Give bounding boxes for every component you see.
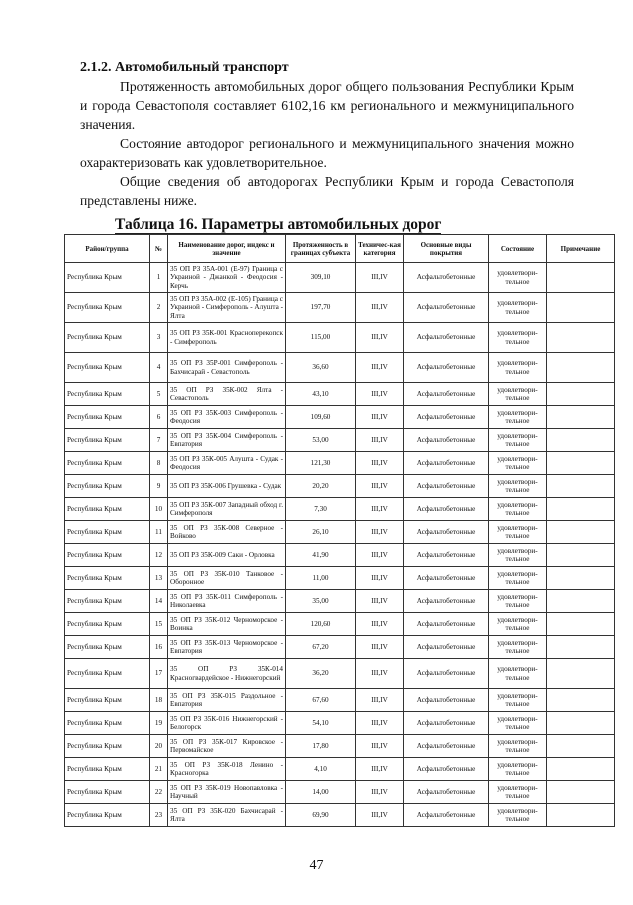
cell-note (547, 590, 615, 613)
cell-note (547, 689, 615, 712)
header-road-name: Наименование дорог, индекс и значение (168, 235, 286, 263)
table-row (65, 353, 615, 383)
cell-region: Республика Крым (65, 498, 150, 521)
cell-length: 26,10 (286, 521, 356, 544)
cell-region: Республика Крым (65, 263, 150, 293)
table-row (65, 429, 615, 452)
cell-region: Республика Крым (65, 636, 150, 659)
table-row (65, 521, 615, 544)
cell-region: Республика Крым (65, 613, 150, 636)
cell-note (547, 406, 615, 429)
cell-coverage: Асфальтобетонные (404, 293, 489, 323)
cell-road-name: 35 ОП РЗ 35К-015 Раздольное - Евпатория (168, 689, 286, 712)
header-state: Состояние (489, 235, 547, 263)
cell-category: III,IV (356, 383, 404, 406)
cell-state: удовлетвори-тельное (489, 383, 547, 406)
cell-category: III,IV (356, 498, 404, 521)
cell-coverage: Асфальтобетонные (404, 758, 489, 781)
table-row (65, 712, 615, 735)
cell-number: 23 (150, 804, 168, 827)
cell-region: Республика Крым (65, 712, 150, 735)
cell-state: удовлетвори-тельное (489, 323, 547, 353)
cell-coverage: Асфальтобетонные (404, 659, 489, 689)
cell-road-name: 35 ОП РЗ 35К-019 Новопавловка - Научный (168, 781, 286, 804)
cell-length: 20,20 (286, 475, 356, 498)
cell-number: 3 (150, 323, 168, 353)
cell-region: Республика Крым (65, 567, 150, 590)
table-row (65, 804, 615, 827)
cell-region: Республика Крым (65, 353, 150, 383)
cell-length: 53,00 (286, 429, 356, 452)
cell-state: удовлетвори-тельное (489, 293, 547, 323)
cell-road-name: 35 ОП РЗ 35К-011 Симферополь - Николаевка (168, 590, 286, 613)
cell-coverage: Асфальтобетонные (404, 498, 489, 521)
cell-coverage: Асфальтобетонные (404, 429, 489, 452)
cell-note (547, 498, 615, 521)
cell-category: III,IV (356, 452, 404, 475)
cell-length: 54,10 (286, 712, 356, 735)
cell-road-name: 35 ОП РЗ 35К-012 Черноморское - Воинка (168, 613, 286, 636)
table-row (65, 781, 615, 804)
header-number: № (150, 235, 168, 263)
cell-note (547, 712, 615, 735)
cell-coverage: Асфальтобетонные (404, 735, 489, 758)
cell-note (547, 735, 615, 758)
table-row (65, 735, 615, 758)
cell-road-name: 35 ОП РЗ 35А-002 (Е-105) Граница с Украиной - Симферополь - Алушта - Ялта (168, 293, 286, 323)
cell-road-name: 35 ОП РЗ 35К-017 Кировское - Первомайское (168, 735, 286, 758)
cell-category: III,IV (356, 323, 404, 353)
header-length: Протяженность в границах субъекта (286, 235, 356, 263)
table-row (65, 758, 615, 781)
cell-road-name: 35 ОП РЗ 35К-014 Красногвардейское - Нижнегорский (168, 659, 286, 689)
cell-number: 13 (150, 567, 168, 590)
cell-length: 309,10 (286, 263, 356, 293)
cell-state: удовлетвори-тельное (489, 735, 547, 758)
cell-region: Республика Крым (65, 475, 150, 498)
cell-road-name: 35 ОП РЗ 35К-003 Симферополь - Феодосия (168, 406, 286, 429)
page-number: 47 (309, 858, 324, 873)
cell-region: Республика Крым (65, 323, 150, 353)
cell-state: удовлетвори-тельное (489, 659, 547, 689)
cell-road-name: 35 ОП РЗ 35К-020 Бахчисарай - Ялта (168, 804, 286, 827)
cell-number: 6 (150, 406, 168, 429)
cell-length: 197,70 (286, 293, 356, 323)
table-row (65, 590, 615, 613)
cell-note (547, 452, 615, 475)
cell-region: Республика Крым (65, 781, 150, 804)
cell-length: 41,90 (286, 544, 356, 567)
cell-length: 11,00 (286, 567, 356, 590)
cell-number: 4 (150, 353, 168, 383)
cell-note (547, 429, 615, 452)
cell-road-name: 35 ОП РЗ 35А-001 (Е-97) Граница с Украиной - Джанкой - Феодосия - Керчь (168, 263, 286, 293)
table-row (65, 452, 615, 475)
cell-number: 7 (150, 429, 168, 452)
cell-coverage: Асфальтобетонные (404, 383, 489, 406)
cell-number: 17 (150, 659, 168, 689)
table-row (65, 293, 615, 323)
cell-coverage: Асфальтобетонные (404, 406, 489, 429)
cell-length: 109,60 (286, 406, 356, 429)
table-body (65, 263, 615, 827)
cell-region: Республика Крым (65, 735, 150, 758)
cell-length: 67,60 (286, 689, 356, 712)
table-row (65, 544, 615, 567)
cell-coverage: Асфальтобетонные (404, 323, 489, 353)
cell-road-name: 35 ОП РЗ 35К-016 Нижнегорский - Белогорск (168, 712, 286, 735)
cell-length: 69,90 (286, 804, 356, 827)
cell-category: III,IV (356, 636, 404, 659)
cell-region: Республика Крым (65, 659, 150, 689)
cell-note (547, 636, 615, 659)
cell-region: Республика Крым (65, 452, 150, 475)
cell-coverage: Асфальтобетонные (404, 353, 489, 383)
cell-number: 14 (150, 590, 168, 613)
cell-note (547, 804, 615, 827)
cell-coverage: Асфальтобетонные (404, 452, 489, 475)
cell-coverage: Асфальтобетонные (404, 475, 489, 498)
table-caption: Таблица 16. Параметры автомобильных дорог (115, 216, 442, 233)
cell-note (547, 613, 615, 636)
cell-region: Республика Крым (65, 429, 150, 452)
cell-note (547, 544, 615, 567)
cell-state: удовлетвори-тельное (489, 521, 547, 544)
cell-coverage: Асфальтобетонные (404, 781, 489, 804)
cell-length: 35,00 (286, 590, 356, 613)
cell-state: удовлетвори-тельное (489, 475, 547, 498)
cell-state: удовлетвори-тельное (489, 544, 547, 567)
cell-road-name: 35 ОП РЗ 35К-013 Черноморское - Евпатория (168, 636, 286, 659)
paragraph-road-condition: Состояние автодорог регионального и межмуниципального значения можно охарактеризовать как удовлетворительное. (80, 136, 574, 170)
cell-note (547, 293, 615, 323)
header-note: Примечание (547, 235, 615, 263)
table-row (65, 323, 615, 353)
cell-length: 115,00 (286, 323, 356, 353)
cell-length: 4,10 (286, 758, 356, 781)
cell-state: удовлетвори-тельное (489, 590, 547, 613)
paragraph-road-length: Протяженность автомобильных дорог общего пользования Республики Крым и города Севастополя составляет 6102,16 км регионального и межмуниципального значения. (80, 79, 574, 132)
cell-length: 120,60 (286, 613, 356, 636)
cell-length: 7,30 (286, 498, 356, 521)
cell-category: III,IV (356, 567, 404, 590)
cell-category: III,IV (356, 712, 404, 735)
header-coverage: Основные виды покрытия (404, 235, 489, 263)
cell-note (547, 567, 615, 590)
cell-category: III,IV (356, 758, 404, 781)
cell-number: 2 (150, 293, 168, 323)
cell-category: III,IV (356, 544, 404, 567)
table-row (65, 383, 615, 406)
cell-road-name: 35 ОП РЗ 35К-009 Саки - Орловка (168, 544, 286, 567)
cell-state: удовлетвори-тельное (489, 712, 547, 735)
cell-number: 22 (150, 781, 168, 804)
cell-road-name: 35 ОП РЗ 35К-002 Ялта - Севастополь (168, 383, 286, 406)
cell-road-name: 35 ОП РЗ 35К-010 Танковое - Оборонное (168, 567, 286, 590)
cell-road-name: 35 ОП РЗ 35К-004 Симферополь - Евпатория (168, 429, 286, 452)
cell-length: 121,30 (286, 452, 356, 475)
cell-category: III,IV (356, 406, 404, 429)
table-row (65, 613, 615, 636)
cell-category: III,IV (356, 263, 404, 293)
cell-state: удовлетвори-тельное (489, 758, 547, 781)
cell-number: 8 (150, 452, 168, 475)
paragraph-general-info: Общие сведения об автодорогах Республики Крым и города Севастополя представлены ниже. (80, 174, 574, 208)
cell-note (547, 353, 615, 383)
cell-number: 11 (150, 521, 168, 544)
cell-road-name: 35 ОП РЗ 35К-018 Ленино - Красногорка (168, 758, 286, 781)
cell-note (547, 475, 615, 498)
cell-number: 12 (150, 544, 168, 567)
cell-state: удовлетвори-тельное (489, 804, 547, 827)
cell-road-name: 35 ОП РЗ 35К-001 Красноперекопск - Симферополь (168, 323, 286, 353)
table-row (65, 659, 615, 689)
cell-road-name: 35 ОП РЗ 35К-005 Алушта - Судак - Феодосия (168, 452, 286, 475)
cell-state: удовлетвори-тельное (489, 567, 547, 590)
table-row (65, 689, 615, 712)
cell-category: III,IV (356, 613, 404, 636)
cell-road-name: 35 ОП РЗ 35К-007 Западный обход г. Симферополя (168, 498, 286, 521)
cell-length: 36,60 (286, 353, 356, 383)
table-row (65, 567, 615, 590)
cell-coverage: Асфальтобетонные (404, 521, 489, 544)
header-category: Техничес-кая категория (356, 235, 404, 263)
cell-number: 18 (150, 689, 168, 712)
cell-number: 20 (150, 735, 168, 758)
cell-state: удовлетвори-тельное (489, 429, 547, 452)
cell-number: 19 (150, 712, 168, 735)
cell-state: удовлетвори-тельное (489, 689, 547, 712)
cell-note (547, 521, 615, 544)
cell-region: Республика Крым (65, 758, 150, 781)
cell-coverage: Асфальтобетонные (404, 712, 489, 735)
cell-length: 36,20 (286, 659, 356, 689)
cell-note (547, 758, 615, 781)
cell-state: удовлетвори-тельное (489, 498, 547, 521)
cell-state: удовлетвори-тельное (489, 353, 547, 383)
cell-category: III,IV (356, 781, 404, 804)
cell-category: III,IV (356, 475, 404, 498)
cell-coverage: Асфальтобетонные (404, 613, 489, 636)
cell-coverage: Асфальтобетонные (404, 590, 489, 613)
cell-state: удовлетвори-тельное (489, 406, 547, 429)
cell-road-name: 35 ОП РЗ 35К-006 Грушевка - Судак (168, 475, 286, 498)
cell-region: Республика Крым (65, 521, 150, 544)
cell-note (547, 263, 615, 293)
cell-category: III,IV (356, 429, 404, 452)
cell-coverage: Асфальтобетонные (404, 263, 489, 293)
cell-region: Республика Крым (65, 590, 150, 613)
cell-state: удовлетвори-тельное (489, 613, 547, 636)
header-region: Район/группа (65, 235, 150, 263)
cell-number: 16 (150, 636, 168, 659)
table-row (65, 475, 615, 498)
cell-coverage: Асфальтобетонные (404, 804, 489, 827)
cell-number: 15 (150, 613, 168, 636)
table-row (65, 406, 615, 429)
cell-category: III,IV (356, 659, 404, 689)
cell-coverage: Асфальтобетонные (404, 689, 489, 712)
cell-length: 17,80 (286, 735, 356, 758)
cell-region: Республика Крым (65, 804, 150, 827)
road-parameters-table (64, 234, 615, 827)
cell-note (547, 323, 615, 353)
cell-region: Республика Крым (65, 406, 150, 429)
cell-note (547, 383, 615, 406)
cell-coverage: Асфальтобетонные (404, 636, 489, 659)
cell-category: III,IV (356, 804, 404, 827)
cell-state: удовлетвори-тельное (489, 781, 547, 804)
cell-number: 21 (150, 758, 168, 781)
cell-number: 10 (150, 498, 168, 521)
cell-category: III,IV (356, 353, 404, 383)
cell-road-name: 35 ОП РЗ 35К-008 Северное - Войково (168, 521, 286, 544)
cell-category: III,IV (356, 293, 404, 323)
cell-note (547, 659, 615, 689)
cell-category: III,IV (356, 521, 404, 544)
cell-length: 14,00 (286, 781, 356, 804)
cell-length: 43,10 (286, 383, 356, 406)
cell-region: Республика Крым (65, 383, 150, 406)
cell-region: Республика Крым (65, 544, 150, 567)
cell-coverage: Асфальтобетонные (404, 567, 489, 590)
cell-category: III,IV (356, 590, 404, 613)
cell-region: Республика Крым (65, 293, 150, 323)
table-row (65, 636, 615, 659)
cell-state: удовлетвори-тельное (489, 636, 547, 659)
section-heading: 2.1.2. Автомобильный транспорт (80, 60, 289, 75)
cell-number: 1 (150, 263, 168, 293)
cell-state: удовлетвори-тельное (489, 263, 547, 293)
cell-state: удовлетвори-тельное (489, 452, 547, 475)
cell-number: 5 (150, 383, 168, 406)
table-row (65, 263, 615, 293)
cell-category: III,IV (356, 735, 404, 758)
table-header-row (65, 235, 615, 263)
cell-coverage: Асфальтобетонные (404, 544, 489, 567)
cell-number: 9 (150, 475, 168, 498)
cell-road-name: 35 ОП РЗ 35Р-001 Симферополь - Бахчисарай - Севастополь (168, 353, 286, 383)
cell-region: Республика Крым (65, 689, 150, 712)
cell-category: III,IV (356, 689, 404, 712)
cell-note (547, 781, 615, 804)
cell-length: 67,20 (286, 636, 356, 659)
table-row (65, 498, 615, 521)
